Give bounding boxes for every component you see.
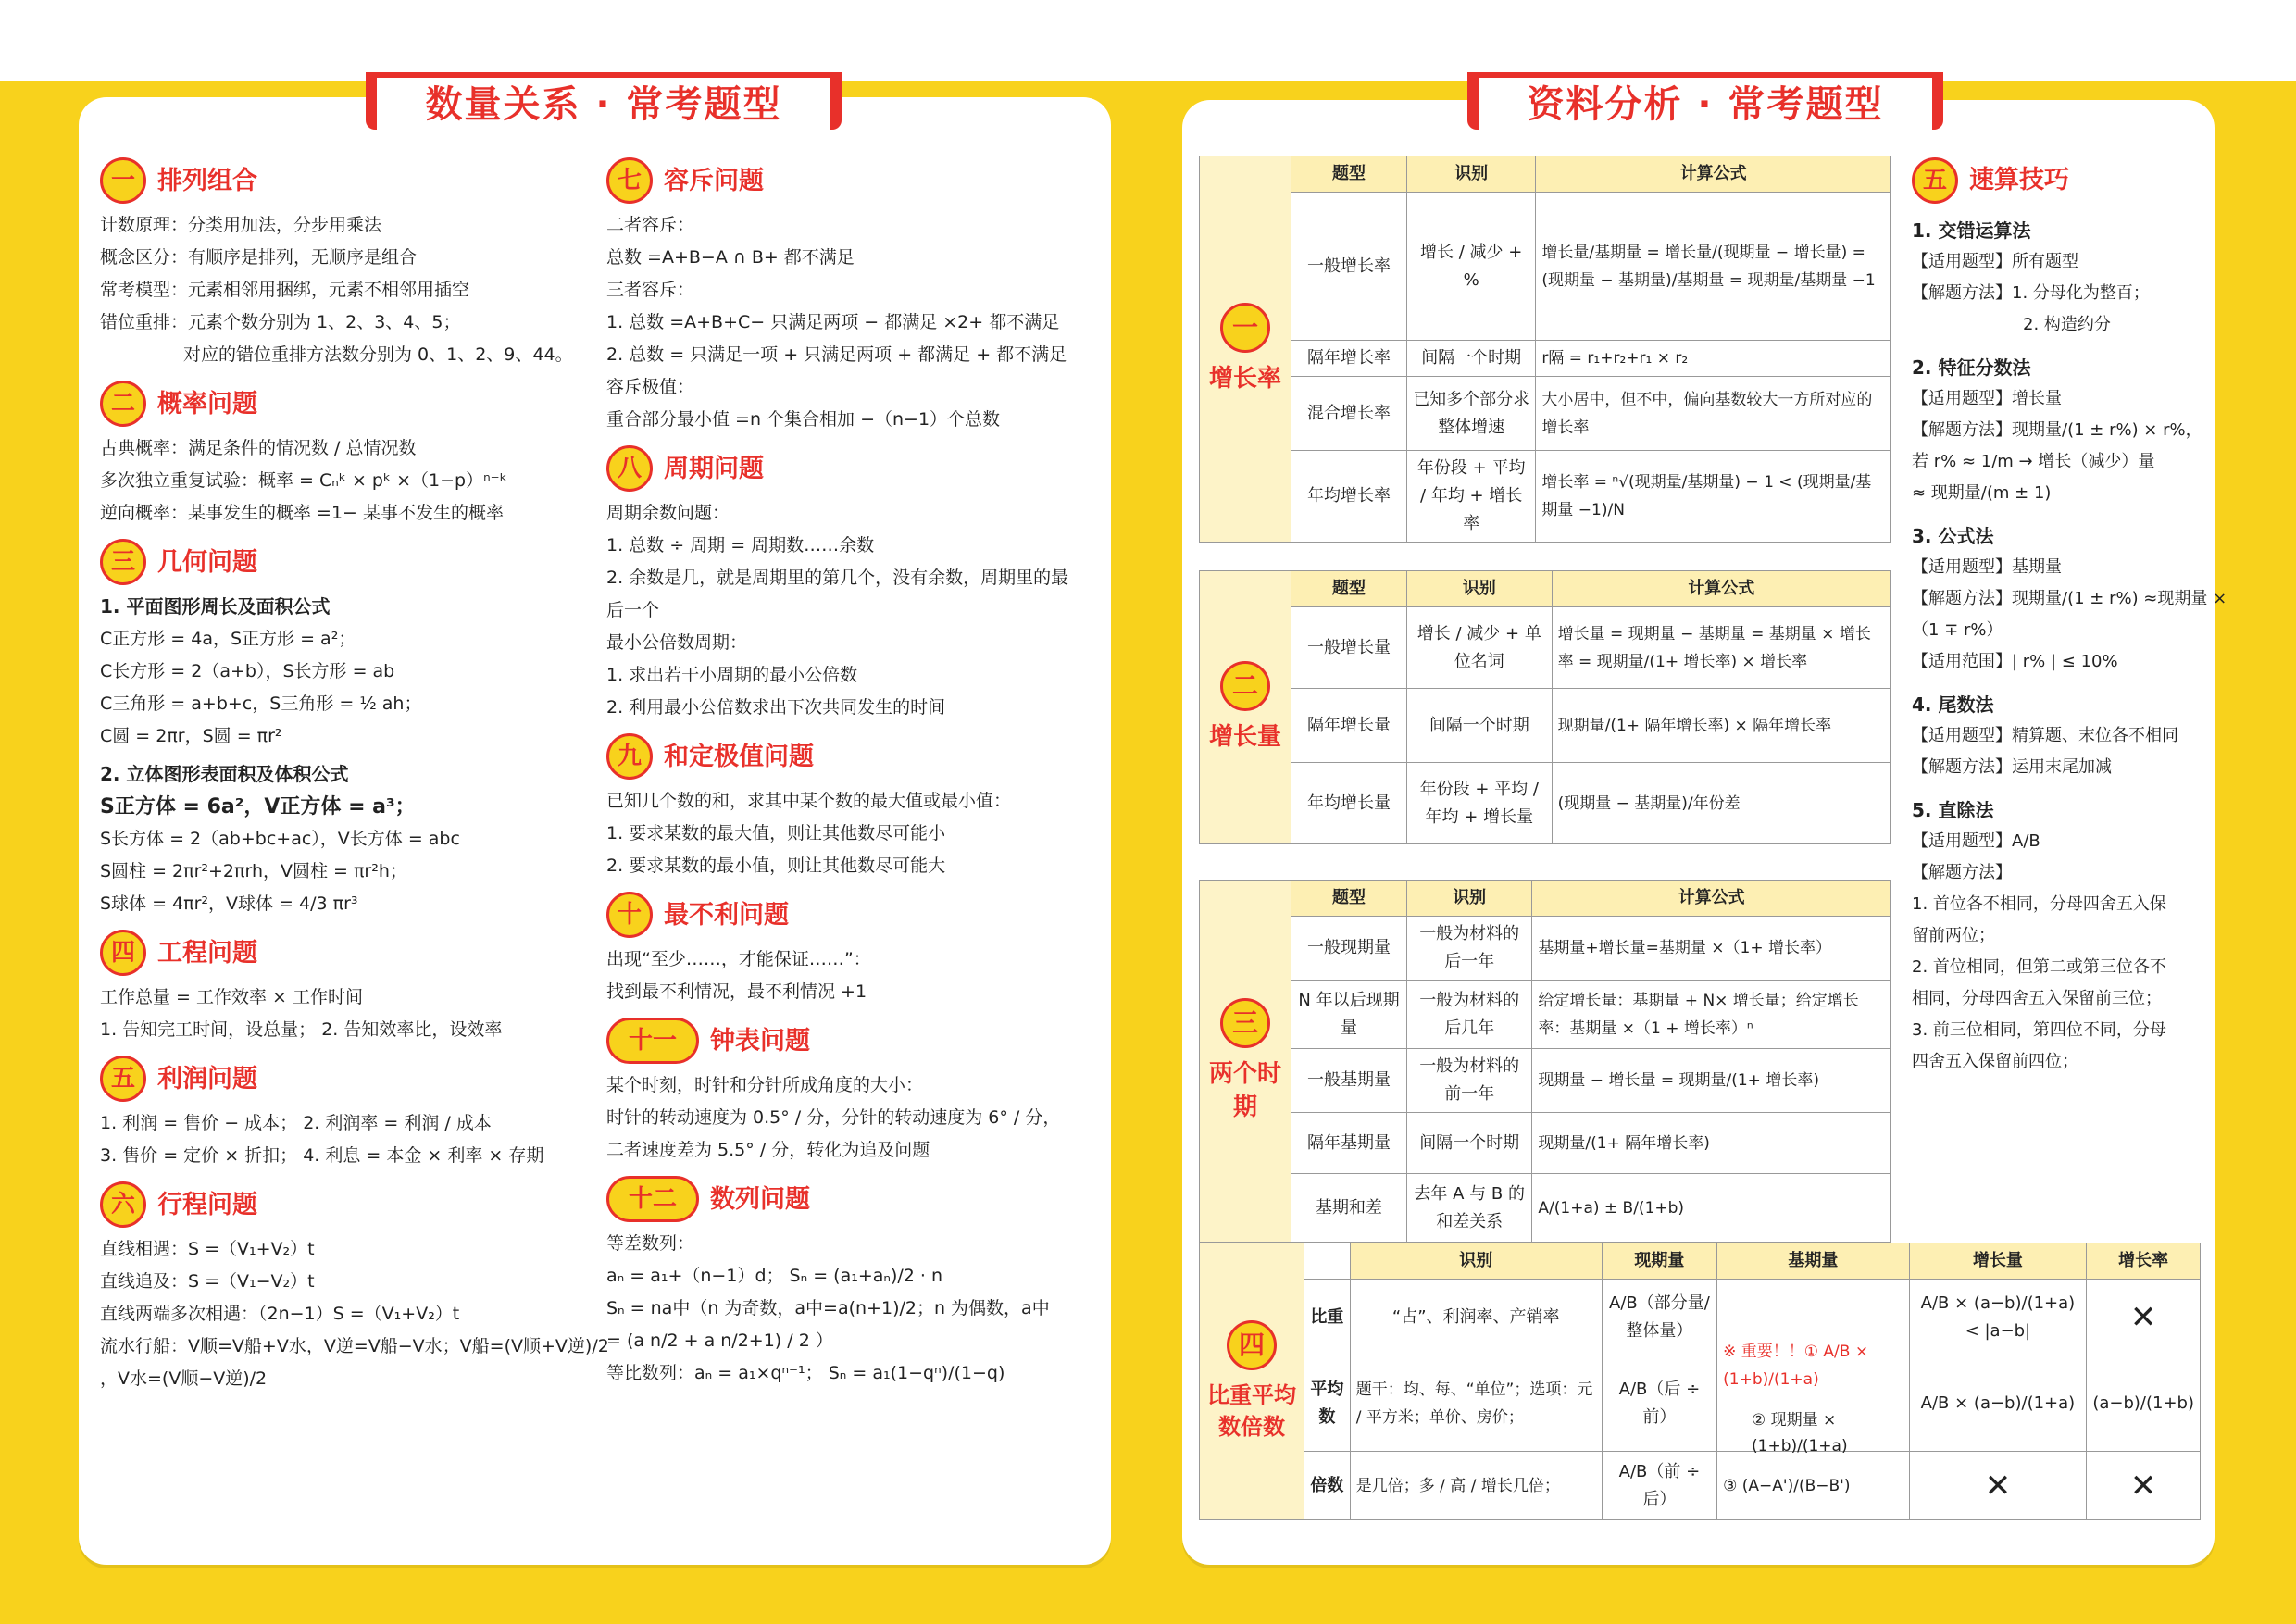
header-type: 题型: [1292, 156, 1407, 193]
tip-line: 1. 首位各不相同，分母四舍五入保: [1912, 894, 2166, 914]
cell: ③ (A−A')/(B−B'): [1717, 1452, 1909, 1520]
tip-line: 【适用题型】增长量: [1912, 389, 2062, 408]
section-title: 钟表问题: [710, 1026, 810, 1056]
cross-icon: ✕: [2087, 1452, 2201, 1520]
cell: 比重: [1304, 1280, 1351, 1355]
left-column-2: [606, 148, 1102, 1390]
text-line: 1. 求出若干小周期的最小公倍数: [606, 665, 858, 685]
section-title: 容斥问题: [664, 166, 764, 195]
cell: 现期量/(1+ 隔年增长率): [1532, 1113, 1891, 1174]
table-row: [1200, 1174, 1891, 1243]
table-side-label: [1200, 1243, 1304, 1520]
left-column-1: [100, 148, 618, 1395]
section-number: 十二: [606, 1176, 699, 1222]
header-formula: 计算公式: [1536, 156, 1891, 193]
text-line: 1. 总数 =A+B+C− 只满足两项 − 都满足 ×2+ 都不满足: [606, 312, 1060, 332]
subheading: 1. 平面图形周长及面积公式: [100, 595, 331, 618]
cross-icon: ✕: [1909, 1452, 2087, 1520]
cell: 是几倍；多 / 高 / 增长几倍；: [1350, 1452, 1602, 1520]
table-number: 四: [1227, 1320, 1277, 1370]
cell: 增长 / 减少 + %: [1407, 193, 1536, 341]
header-identify: 识别: [1407, 881, 1532, 917]
table-label: 比重平均数倍数: [1207, 1382, 1296, 1440]
tip-line: 【解题方法】运用末尾加减: [1912, 757, 2112, 777]
cell: A/B × (a−b)/(1+a): [1909, 1355, 2087, 1452]
cell: 一般现期量: [1292, 917, 1407, 981]
cell: A/(1+a) ± B/(1+b): [1532, 1174, 1891, 1243]
text-line: 重合部分最小值 =n 个集合相加 −（n−1）个总数: [606, 409, 1001, 430]
tip-line: 3. 前三位相同，第四位不同，分母: [1912, 1020, 2166, 1040]
cell: 隔年增长率: [1292, 341, 1407, 377]
cell: 题干：均、每、“单位”；选项：元 / 平方米；单价、房价；: [1350, 1355, 1602, 1452]
cell: 增长量 = 现期量 − 基期量 = 基期量 × 增长率 = 现期量/(1+ 增长率) × 增长率: [1552, 607, 1890, 689]
quick-tips-column: [1912, 148, 2227, 1078]
text-line: 1. 总数 ÷ 周期 = 周期数……余数: [606, 535, 875, 556]
text-line: 直线两端多次相遇：（2n−1）S =（V₁+V₂）t: [100, 1304, 460, 1324]
formula-line: 等比数列：aₙ = a₁×qⁿ⁻¹； Sₙ = a₁(1−qⁿ)/(1−q): [606, 1363, 1005, 1383]
cell: 增长率 = ⁿ√(现期量/基期量) − 1 < (现期量/基期量 −1)/N: [1536, 451, 1891, 543]
section-clock: [606, 1018, 1102, 1167]
table-number: 一: [1220, 303, 1270, 353]
tip-block: [1912, 689, 2208, 783]
formula-line: S球体 = 4πr²，V球体 = 4/3 πr³: [100, 893, 358, 914]
table-row: [1200, 1355, 2201, 1452]
two-periods-table: [1199, 880, 1891, 1243]
table-row: [1200, 607, 1891, 689]
text-line: 容斥极值：: [606, 377, 695, 397]
section-number: 七: [606, 157, 653, 204]
formula-line: S圆柱 = 2πr²+2πrh，V圆柱 = πr²h；: [100, 861, 407, 881]
header-growth-rate: 增长率: [2087, 1243, 2201, 1280]
cell: 倍数: [1304, 1452, 1351, 1520]
cell: 隔年增长量: [1292, 689, 1407, 763]
tip-line: 【适用题型】基期量: [1912, 557, 2062, 577]
section-title: 利润问题: [157, 1064, 257, 1093]
table-side-label: [1200, 571, 1292, 844]
text-line: 已知几个数的和，求其中某个数的最大值或最小值：: [606, 791, 1012, 811]
section-number: 三: [100, 539, 146, 585]
table-row: [1200, 451, 1891, 543]
text-line: 对应的错位重排方法数分别为 0、1、2、9、44。: [183, 344, 573, 365]
tip-title: 3. 公式法: [1912, 525, 1994, 547]
section-number: 十: [606, 892, 653, 938]
formula-line: C正方形 = 4a，S正方形 = a²；: [100, 629, 356, 649]
formula-line: C圆 = 2πr，S圆 = πr²: [100, 726, 282, 746]
text-line: 二者容斥：: [606, 215, 695, 235]
cell: 一般基期量: [1292, 1049, 1407, 1113]
text-line: 2. 总数 = 只满足一项 + 只满足两项 + 都满足 + 都不满足: [606, 344, 1067, 365]
cell: 间隔一个时期: [1407, 1113, 1532, 1174]
tip-line: ≈ 现期量/(m ± 1): [1912, 483, 2052, 503]
tip-block: [1912, 520, 2227, 678]
cell: A/B（前 ÷ 后）: [1602, 1452, 1716, 1520]
text-line: 2. 要求某数的最小值，则让其他数尽可能大: [606, 856, 946, 876]
left-banner: [366, 72, 842, 130]
table-row: [1200, 193, 1891, 341]
table-row: [1200, 377, 1891, 451]
table-row: [1200, 341, 1891, 377]
header-blank: [1304, 1243, 1351, 1280]
section-number: 五: [100, 1056, 146, 1102]
text-line: 古典概率：满足条件的情况数 / 总情况数: [100, 438, 417, 458]
cell: 大小居中，但不中，偏向基数较大一方所对应的增长率: [1536, 377, 1891, 451]
tip-title: 1. 交错运算法: [1912, 219, 2031, 242]
tip-title: 5. 直除法: [1912, 799, 1994, 821]
table-label: 增长量: [1208, 723, 1281, 751]
cell: N 年以后现期量: [1292, 981, 1407, 1049]
cell: (a−b)/(1+b): [2087, 1355, 2201, 1452]
section-number: 六: [100, 1181, 146, 1228]
text-line: 最小公倍数周期：: [606, 632, 748, 653]
text-line: 2. 余数是几，就是周期里的第几个，没有余数，周期里的最: [606, 568, 1069, 588]
subheading: 2. 立体图形表面积及体积公式: [100, 763, 349, 785]
section-geometry: [100, 539, 618, 920]
section-number: 八: [606, 445, 653, 492]
text-line: 常考模型：元素相邻用捆绑，元素不相邻用插空: [100, 280, 470, 300]
section-worst-case: [606, 892, 1102, 1008]
header-identify: 识别: [1407, 156, 1536, 193]
cell: r隔 = r₁+r₂+r₁ × r₂: [1536, 341, 1891, 377]
cell: 间隔一个时期: [1407, 689, 1553, 763]
right-title: 资料分析 · 常考题型: [1527, 82, 1884, 126]
cell: 增长 / 减少 + 单位名词: [1407, 607, 1553, 689]
formula-line: C三角形 = a+b+c，S三角形 = ½ ah；: [100, 693, 422, 714]
text-line: 概念区分：有顺序是排列，无顺序是组合: [100, 247, 418, 268]
header-type: 题型: [1292, 881, 1407, 917]
cell: 基期和差: [1292, 1174, 1407, 1243]
text-line: 直线追及：S =（V₁−V₂）t: [100, 1271, 315, 1292]
tip-line: 【适用范围】| r% | ≤ 10%: [1912, 652, 2118, 671]
table-row: [1200, 689, 1891, 763]
tip-line: 留前两位；: [1912, 926, 1995, 945]
formula-line: C长方形 = 2（a+b），S长方形 = ab: [100, 661, 395, 681]
tip-line: 2. 首位相同，但第二或第三位各不: [1912, 957, 2166, 977]
section-inclusion-exclusion: [606, 157, 1102, 436]
text-line: 等差数列：: [606, 1233, 695, 1254]
formula-line: S长方体 = 2（ab+bc+ac），V长方体 = abc: [100, 829, 460, 849]
tip-block: [1912, 794, 2208, 1078]
text-line: 1. 利润 = 售价 − 成本； 2. 利润率 = 利润 / 成本: [100, 1113, 492, 1133]
section-permutation: [100, 157, 618, 371]
text-line: 某个时刻，时针和分针所成角度的大小：: [606, 1075, 924, 1095]
cell: 一般增长率: [1292, 193, 1407, 341]
text-line: 2. 利用最小公倍数求出下次共同发生的时间: [606, 697, 946, 718]
tip-line: 【适用题型】精算题、末位各不相同: [1912, 726, 2178, 745]
text-line: 1. 要求某数的最大值，则让其他数尽可能小: [606, 823, 946, 843]
text-line: 错位重排：元素个数分别为 1、2、3、4、5；: [100, 312, 461, 332]
section-profit: [100, 1056, 618, 1172]
cell: 现期量 − 增长量 = 现期量/(1+ 增长率): [1532, 1049, 1891, 1113]
text-line: ，V水=(V顺−V逆)/2: [100, 1368, 268, 1389]
section-sequence: [606, 1176, 1102, 1390]
text-line: 逆向概率：某事发生的概率 =1− 某事不发生的概率: [100, 503, 505, 523]
cell: 给定增长量：基期量 + N× 增长量；给定增长率：基期量 ×（1 + 增长率）ⁿ: [1532, 981, 1891, 1049]
text-line: 流水行船：V顺=V船+V水，V逆=V船−V水；V船=(V顺+V逆)/2: [100, 1336, 609, 1356]
cell: 年均增长率: [1292, 451, 1407, 543]
tip-line: 【解题方法】1. 分母化为整百；: [1912, 283, 2150, 303]
table-row: [1200, 763, 1891, 844]
section-title: 行程问题: [157, 1190, 257, 1219]
table-number: 二: [1220, 661, 1270, 711]
table-row: [1200, 1049, 1891, 1113]
section-number: 四: [100, 930, 146, 976]
table-row: [1200, 917, 1891, 981]
cell: 去年 A 与 B 的和差关系: [1407, 1174, 1532, 1243]
cell: (现期量 − 基期量)/年份差: [1552, 763, 1890, 844]
table-row: [1200, 1280, 2201, 1355]
header-formula: 计算公式: [1532, 881, 1891, 917]
tip-line: 【适用题型】A/B: [1912, 831, 2040, 851]
cell: A/B（后 ÷ 前）: [1602, 1355, 1716, 1452]
table-label: 两个时期: [1208, 1060, 1281, 1121]
header-current: 现期量: [1602, 1243, 1716, 1280]
section-number: 九: [606, 733, 653, 780]
section-number: 二: [100, 381, 146, 427]
cell: 基期量+增长量=基期量 ×（1+ 增长率）: [1532, 917, 1891, 981]
cell: 平均数: [1304, 1355, 1351, 1452]
text-line: 找到最不利情况，最不利情况 +1: [606, 981, 867, 1002]
section-number: 一: [100, 157, 146, 204]
tip-title: 2. 特征分数法: [1912, 356, 2031, 379]
table-side-label: [1200, 881, 1292, 1243]
growth-amount-table: [1199, 570, 1891, 844]
cell: “占”、利润率、产销率: [1350, 1280, 1602, 1355]
tip-line: 四舍五入保留前四位；: [1912, 1052, 2078, 1071]
right-banner: [1467, 72, 1943, 130]
header-formula: 计算公式: [1552, 571, 1890, 607]
text-line: 周期余数问题：: [606, 503, 730, 523]
text-line: 3. 售价 = 定价 × 折扣； 4. 利息 = 本金 × 利率 × 存期: [100, 1145, 544, 1166]
formula-line: S正方体 = 6a²，V正方体 = a³；: [100, 795, 416, 818]
cell: 隔年基期量: [1292, 1113, 1407, 1174]
cross-icon: ✕: [2087, 1280, 2201, 1355]
tip-line: （1 ∓ r%）: [1912, 620, 2003, 640]
section-period: [606, 445, 1102, 724]
text-line: 1. 告知完工时间，设总量； 2. 告知效率比，设效率: [100, 1019, 503, 1040]
section-probability: [100, 381, 618, 530]
section-number: 十一: [606, 1018, 699, 1064]
tip-block: [1912, 215, 2208, 341]
cell: ※ 重要！！① A/B × (1+b)/(1+a): [1717, 1280, 1909, 1452]
tip-line: 【解题方法】: [1912, 863, 2012, 882]
cell: 增长量/基期量 = 增长量/(现期量 − 增长量) = (现期量 − 基期量)/基期量 = 现期量/基期量 −1: [1536, 193, 1891, 341]
text-line: 多次独立重复试验：概率 = Cₙᵏ × pᵏ ×（1−p）ⁿ⁻ᵏ: [100, 470, 507, 491]
header-identify: 识别: [1407, 571, 1553, 607]
section-title: 工程问题: [157, 938, 257, 968]
text-line: 时针的转动速度为 0.5° / 分，分针的转动速度为 6° / 分，: [606, 1107, 1061, 1128]
header-base: 基期量: [1717, 1243, 1909, 1280]
cell: 年份段 + 平均 / 年均 + 增长量: [1407, 763, 1553, 844]
text-line: 三者容斥：: [606, 280, 695, 300]
cell: 一般为材料的前一年: [1407, 1049, 1532, 1113]
section-title: 周期问题: [664, 454, 764, 483]
text-line: 工作总量 = 工作效率 × 工作时间: [100, 987, 363, 1007]
section-title: 速算技巧: [1969, 166, 2069, 194]
section-travel: [100, 1181, 618, 1395]
tip-line: 2. 构造约分: [2023, 315, 2111, 334]
section-title: 排列组合: [157, 166, 257, 195]
table-row: [1200, 1452, 2201, 1520]
formula-line: aₙ = a₁+（n−1）d； Sₙ = (a₁+aₙ)/2 · n: [606, 1266, 943, 1286]
cell: 一般为材料的后一年: [1407, 917, 1532, 981]
tip-line: 相同，分母四舍五入保留前三位；: [1912, 989, 2162, 1008]
section-engineering: [100, 930, 618, 1046]
cell: A/B（部分量/整体量）: [1602, 1280, 1716, 1355]
table-row: [1200, 1113, 1891, 1174]
header-growth-amount: 增长量: [1909, 1243, 2087, 1280]
table-label: 增长率: [1208, 365, 1281, 393]
header-type: 题型: [1292, 571, 1407, 607]
section-title: 概率问题: [157, 389, 257, 418]
cell: 混合增长率: [1292, 377, 1407, 451]
table-number: 三: [1220, 998, 1270, 1048]
text-line: 二者速度差为 5.5° / 分，转化为追及问题: [606, 1140, 930, 1160]
table-row: [1200, 981, 1891, 1049]
tip-line: 【解题方法】现期量/(1 ± r%) × r%，: [1912, 420, 2202, 440]
section-sum-extreme: [606, 733, 1102, 882]
tip-line: 【适用题型】所有题型: [1912, 252, 2078, 271]
tip-line: 若 r% ≈ 1/m → 增长（减少）量: [1912, 452, 2155, 471]
section-title: 和定极值问题: [664, 742, 814, 771]
tip-block: [1912, 352, 2208, 509]
text-line: 后一个: [606, 600, 660, 620]
table-side-label: [1200, 156, 1292, 543]
tip-title: 4. 尾数法: [1912, 693, 1994, 716]
text-line: 出现“至少……，才能保证……”：: [606, 949, 871, 969]
text-line: 直线相遇：S =（V₁+V₂）t: [100, 1239, 315, 1259]
cell: 现期量/(1+ 隔年增长率) × 隔年增长率: [1552, 689, 1890, 763]
text-line: 计数原理：分类用加法，分步用乘法: [100, 215, 382, 235]
section-title: 数列问题: [710, 1184, 810, 1214]
header-identify: 识别: [1350, 1243, 1602, 1280]
text-line: 总数 =A+B−A ∩ B+ 都不满足: [606, 247, 855, 268]
cell: 年份段 + 平均 / 年均 + 增长率: [1407, 451, 1536, 543]
tip-line: 【解题方法】现期量/(1 ± r%) ≈现期量 ×: [1912, 589, 2227, 608]
hidden-base-2: ② 现期量 × (1+b)/(1+a): [1752, 1411, 1848, 1455]
cell: 间隔一个时期: [1407, 341, 1536, 377]
cell: 一般增长量: [1292, 607, 1407, 689]
growth-rate-table: [1199, 156, 1891, 543]
cell: 年均增长量: [1292, 763, 1407, 844]
section-number: 五: [1912, 157, 1958, 204]
section-title: 最不利问题: [664, 900, 789, 930]
section-title: 几何问题: [157, 547, 257, 577]
formula-line: Sₙ = na中（n 为奇数，a中=a(n+1)/2；n 为偶数，a中: [606, 1298, 1050, 1318]
cell: A/B × (a−b)/(1+a) < |a−b|: [1909, 1280, 2087, 1355]
formula-line: = (a n/2 + a n/2+1) / 2 ）: [606, 1330, 833, 1351]
proportion-table: [1199, 1243, 2201, 1520]
cell: 已知多个部分求整体增速: [1407, 377, 1536, 451]
left-title: 数量关系 · 常考题型: [425, 82, 782, 126]
cell: 一般为材料的后几年: [1407, 981, 1532, 1049]
